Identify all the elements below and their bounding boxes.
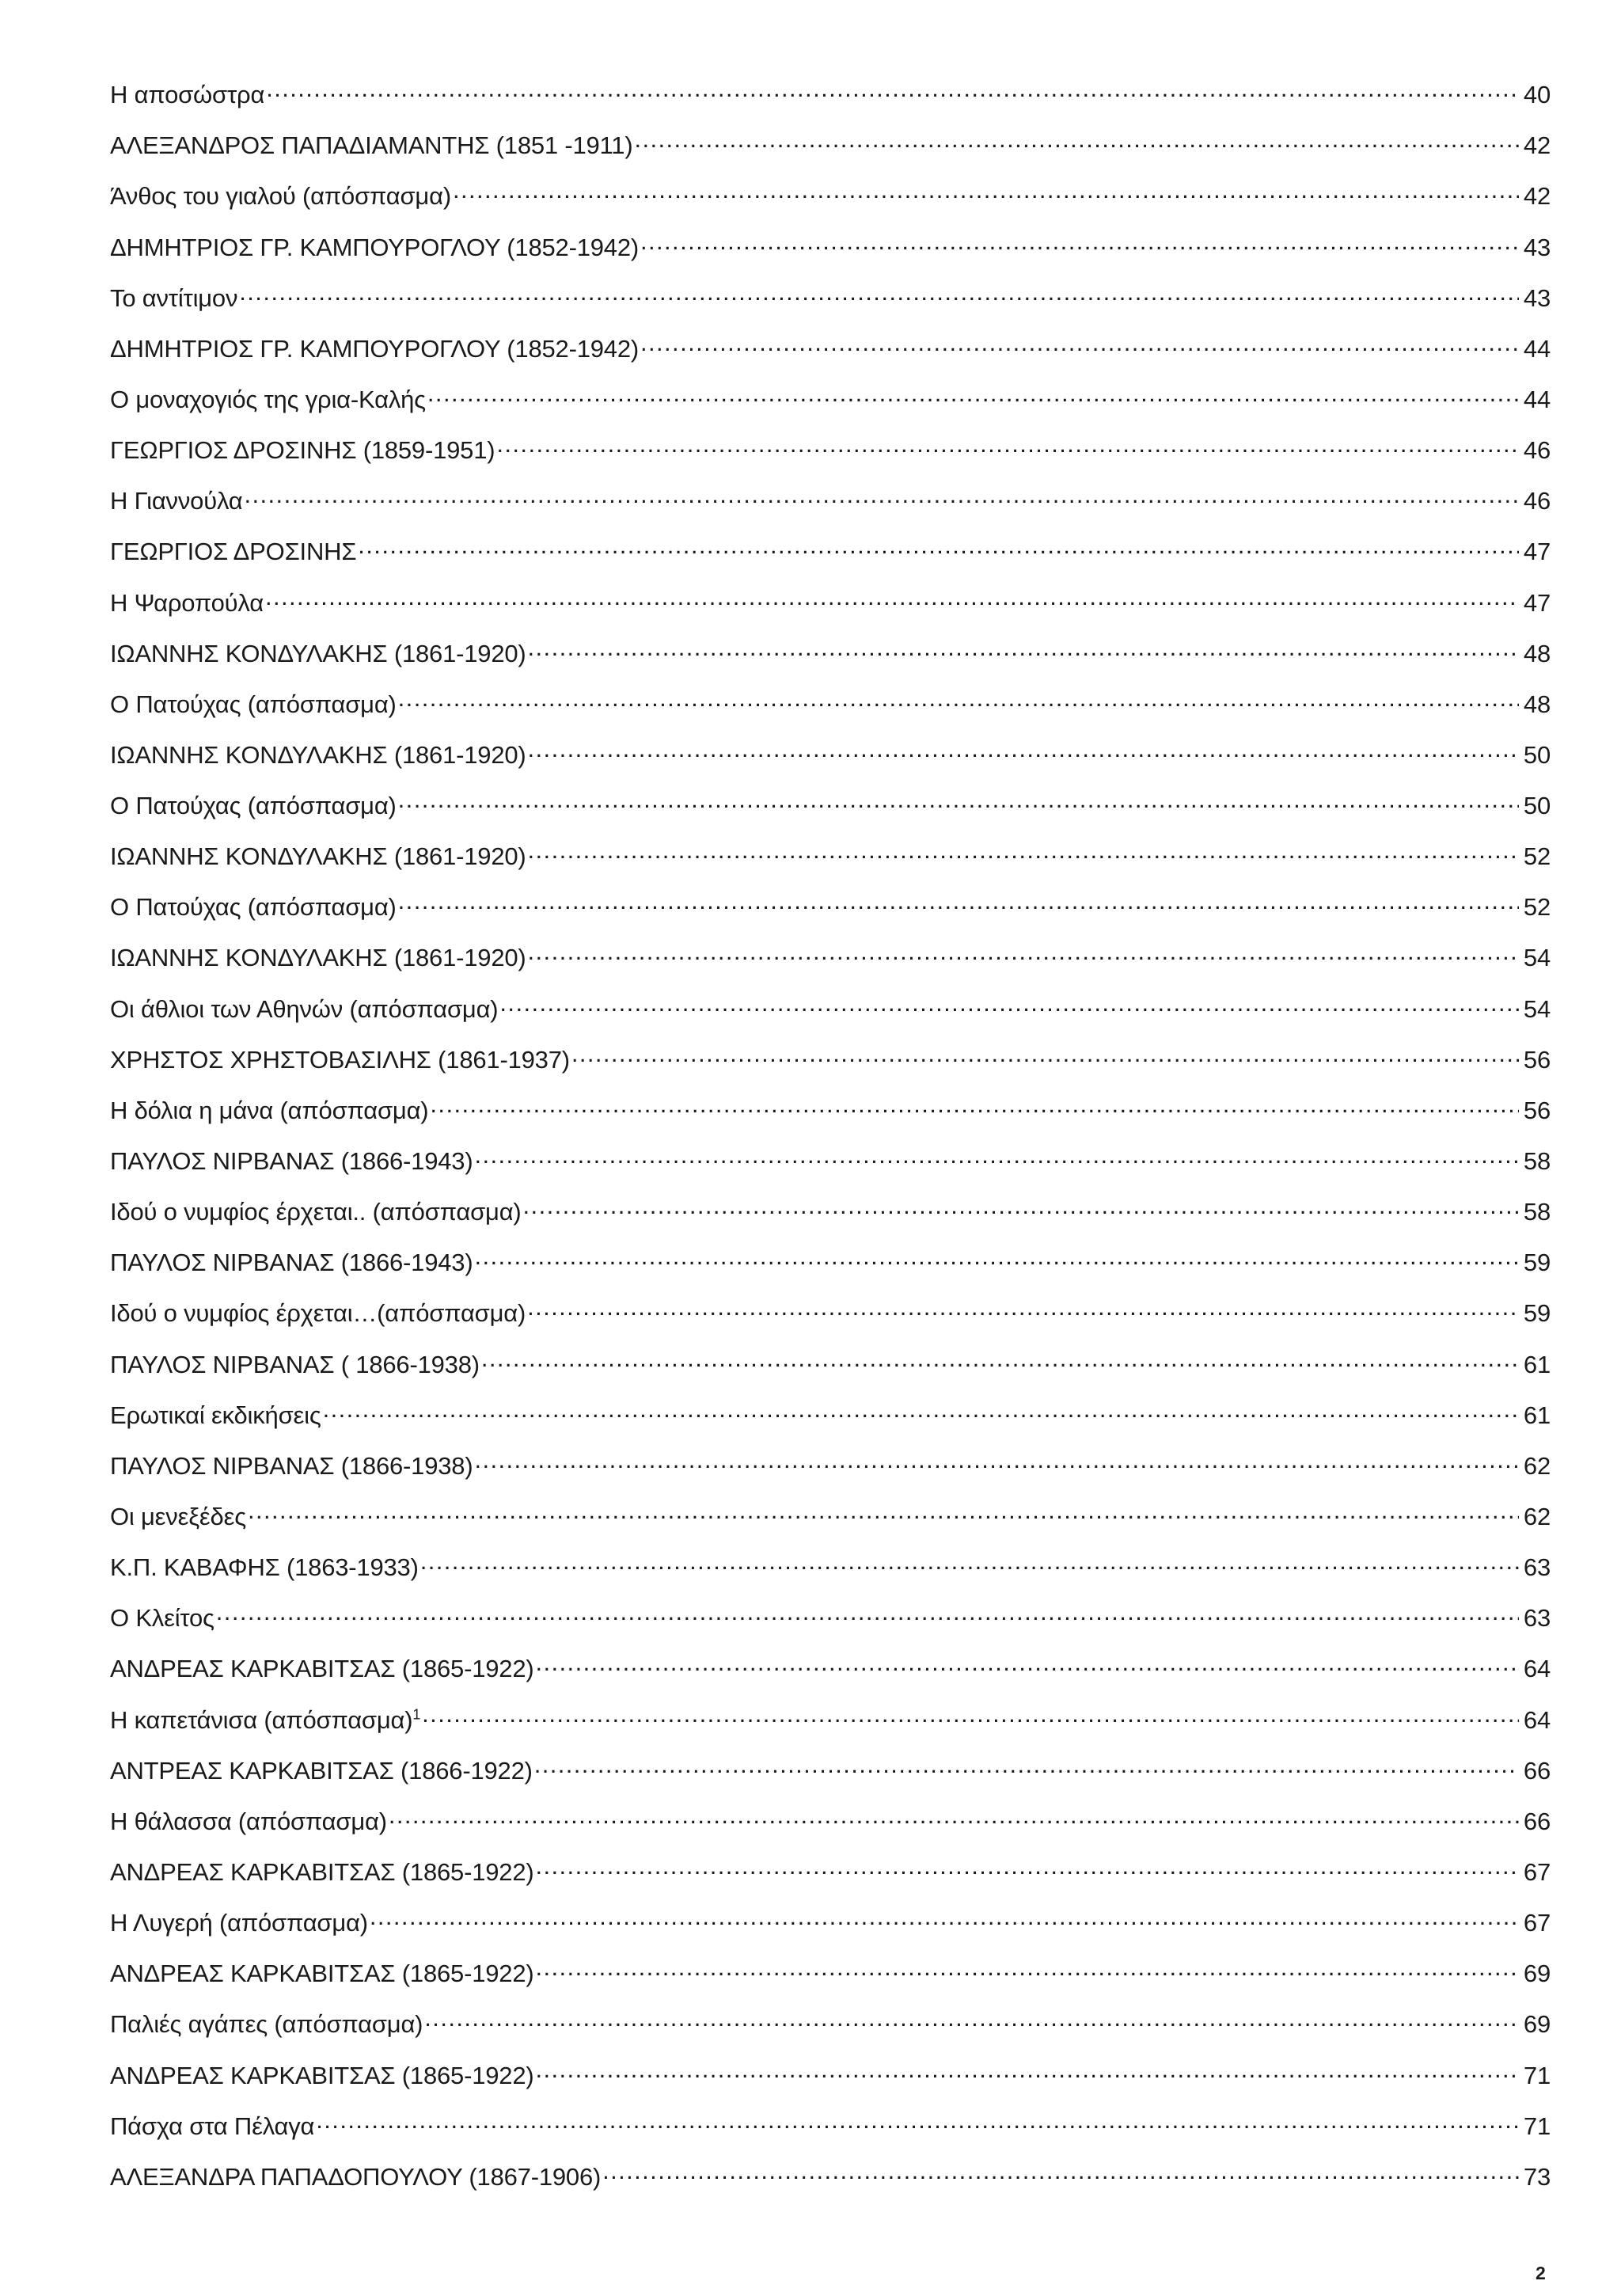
toc-entry[interactable]	[110, 76, 1551, 127]
toc-dot-leader	[602, 2158, 1519, 2185]
toc-dot-leader	[474, 1142, 1518, 1169]
toc-entry-title: Ιδού ο νυμφίος έρχεται…(απόσπασμα)	[110, 1299, 526, 1328]
toc-entry-page: 64	[1523, 1705, 1551, 1734]
toc-entry-page: 59	[1523, 1249, 1551, 1277]
toc-dot-leader	[536, 1955, 1519, 1982]
toc-entry[interactable]	[110, 1142, 1551, 1193]
toc-entry[interactable]	[110, 1193, 1551, 1244]
toc-entry-title: Ο Κλείτος	[110, 1604, 214, 1633]
toc-entry[interactable]	[110, 1346, 1551, 1397]
toc-dot-leader	[245, 482, 1519, 509]
toc-entry[interactable]	[110, 686, 1551, 736]
page-number: 2	[1536, 2263, 1546, 2283]
toc-entry-page: 56	[1523, 1045, 1551, 1074]
toc-entry-page: 69	[1523, 1960, 1551, 1988]
toc-entry[interactable]	[110, 1549, 1551, 1599]
toc-entry-page: 61	[1523, 1350, 1551, 1378]
toc-entry-title: Το αντίτιμον	[110, 283, 238, 312]
toc-entry[interactable]	[110, 1955, 1551, 2005]
toc-entry[interactable]	[110, 1853, 1551, 1904]
toc-entry[interactable]	[110, 584, 1551, 634]
toc-entry[interactable]	[110, 838, 1551, 888]
toc-entry-title: ΧΡΗΣΤΟΣ ΧΡΗΣΤΟΒΑΣΙΛΗΣ (1861-1937)	[110, 1045, 570, 1074]
toc-entry[interactable]	[110, 279, 1551, 330]
toc-entry[interactable]	[110, 2005, 1551, 2056]
toc-dot-leader	[453, 177, 1519, 204]
toc-entry-page: 58	[1523, 1198, 1551, 1226]
toc-entry-page: 62	[1523, 1451, 1551, 1480]
toc-entry-title: Πάσχα στα Πέλαγα	[110, 2112, 315, 2140]
toc-entry-title: Η καπετάνισα $(\alpha\pi ό\sigma\pi\alpha\sigma\mu\alpha)^1$	[110, 1705, 421, 1734]
toc-entry-title: ΠΑΥΛΟΣ ΝΙΡΒΑΝΑΣ (1866-1943)	[110, 1147, 473, 1176]
toc-dot-leader	[398, 686, 1519, 713]
toc-entry-page: 50	[1523, 792, 1551, 820]
toc-entry-title: ΙΩΑΝΝΗΣ ΚΟΝΔΥΛΑΚΗΣ (1861-1920)	[110, 639, 526, 667]
toc-dot-leader	[634, 127, 1518, 154]
toc-entry[interactable]	[110, 2056, 1551, 2107]
toc-entry[interactable]	[110, 127, 1551, 177]
toc-entry-page: 50	[1523, 740, 1551, 769]
toc-dot-leader	[216, 1599, 1519, 1626]
toc-entry-page: 48	[1523, 639, 1551, 667]
toc-entry-page: 54	[1523, 944, 1551, 972]
toc-entry-page: 67	[1523, 1858, 1551, 1887]
toc-entry-page: 44	[1523, 385, 1551, 413]
toc-entry-title: ΙΩΑΝΝΗΣ ΚΟΝΔΥΛΑΚΗΣ (1861-1920)	[110, 944, 526, 972]
toc-entry-title: ΠΑΥΛΟΣ ΝΙΡΒΑΝΑΣ ( 1866-1938)	[110, 1350, 480, 1378]
toc-entry[interactable]	[110, 1701, 1551, 1752]
toc-entry[interactable]	[110, 1904, 1551, 1955]
toc-entry[interactable]	[110, 482, 1551, 533]
toc-dot-leader	[640, 228, 1519, 255]
toc-dot-leader	[528, 635, 1519, 662]
toc-dot-leader	[389, 1803, 1519, 1830]
toc-entry[interactable]	[110, 1803, 1551, 1853]
toc-entry-page: 71	[1523, 2112, 1551, 2140]
toc-entry-title: Παλιές αγάπες (απόσπασμα)	[110, 2010, 423, 2039]
toc-entry-page: 66	[1523, 1807, 1551, 1835]
toc-entry-page: 46	[1523, 487, 1551, 515]
toc-entry-title: Η δόλια η μάνα (απόσπασμα)	[110, 1096, 429, 1124]
toc-entry-title: ΙΩΑΝΝΗΣ ΚΟΝΔΥΛΑΚΗΣ (1861-1920)	[110, 842, 526, 871]
toc-dot-leader	[248, 1498, 1519, 1525]
toc-dot-leader	[496, 431, 1519, 458]
toc-entry[interactable]	[110, 1599, 1551, 1650]
toc-entry-page: 63	[1523, 1553, 1551, 1582]
toc-entry[interactable]	[110, 381, 1551, 431]
toc-entry-page: 48	[1523, 690, 1551, 718]
toc-entry-title: ΑΝΤΡΕΑΣ ΚΑΡΚΑΒΙΤΣΑΣ (1866-1922)	[110, 1756, 533, 1785]
toc-dot-leader	[422, 1701, 1519, 1728]
toc-entry-title: ΙΩΑΝΝΗΣ ΚΟΝΔΥΛΑΚΗΣ (1861-1920)	[110, 740, 526, 769]
toc-entry[interactable]	[110, 2108, 1551, 2158]
toc-entry-title: Ο Πατούχας (απόσπασμα)	[110, 893, 397, 922]
toc-dot-leader	[536, 1853, 1519, 1880]
toc-entry-page: 46	[1523, 436, 1551, 465]
toc-entry-page: 59	[1523, 1299, 1551, 1328]
toc-dot-leader	[427, 381, 1519, 408]
toc-dot-leader	[420, 1549, 1519, 1576]
toc-entry[interactable]	[110, 990, 1551, 1041]
toc-entry-page: 64	[1523, 1655, 1551, 1683]
toc-entry-page: 54	[1523, 994, 1551, 1023]
toc-entry-title: Ο μοναχογιός της γρια-Καλής	[110, 385, 426, 413]
toc-entry-title: Οι μενεξέδες	[110, 1503, 246, 1531]
toc-entry-title: ΠΑΥΛΟΣ ΝΙΡΒΑΝΑΣ (1866-1938)	[110, 1451, 473, 1480]
toc-entry[interactable]	[110, 1752, 1551, 1803]
toc-entry-page: 43	[1523, 233, 1551, 261]
toc-entry-page: 47	[1523, 538, 1551, 566]
toc-entry[interactable]	[110, 635, 1551, 686]
toc-entry-title: Ο Πατούχας (απόσπασμα)	[110, 690, 397, 718]
toc-entry-title: Ιδού ο νυμφίος έρχεται.. (απόσπασμα)	[110, 1198, 522, 1226]
toc-dot-leader	[528, 736, 1519, 763]
toc-entry-title: Κ.Π. ΚΑΒΑΦΗΣ (1863-1933)	[110, 1553, 419, 1582]
toc-dot-leader	[358, 533, 1519, 560]
footnote-marker[interactable]: 1	[412, 1706, 421, 1723]
toc-entry[interactable]	[110, 1092, 1551, 1142]
toc-entry-page: 67	[1523, 1909, 1551, 1937]
toc-entry-page: 69	[1523, 2010, 1551, 2039]
toc-entry[interactable]	[110, 228, 1551, 279]
toc-entry-page: 56	[1523, 1096, 1551, 1124]
toc-entry-title: ΑΝΔΡΕΑΣ ΚΑΡΚΑΒΙΤΣΑΣ (1865-1922)	[110, 1655, 534, 1683]
toc-entry[interactable]	[110, 1041, 1551, 1092]
toc-entry-title: ΔΗΜΗΤΡΙΟΣ ΓΡ. ΚΑΜΠΟΥΡΟΓΛΟΥ (1852-1942)	[110, 233, 639, 261]
toc-entry[interactable]	[110, 1447, 1551, 1498]
toc-entry-page: 71	[1523, 2061, 1551, 2089]
toc-entry[interactable]	[110, 787, 1551, 838]
toc-entry[interactable]	[110, 1294, 1551, 1345]
toc-entry-title: Ο Πατούχας (απόσπασμα)	[110, 792, 397, 820]
toc-entry-title: Ερωτικαί εκδικήσεις	[110, 1401, 321, 1429]
toc-dot-leader	[239, 279, 1519, 306]
toc-entry-page: 43	[1523, 283, 1551, 312]
toc-dot-leader	[481, 1346, 1519, 1373]
toc-entry-page: 42	[1523, 182, 1551, 211]
toc-entry-page: 52	[1523, 893, 1551, 922]
toc-entry[interactable]	[110, 2158, 1551, 2209]
toc-entry[interactable]	[110, 431, 1551, 482]
toc-entry-title: Η Ψαροπούλα	[110, 588, 264, 617]
toc-dot-leader	[528, 838, 1519, 865]
toc-dot-leader	[398, 888, 1519, 915]
toc-entry-title: Η θάλασσα (απόσπασμα)	[110, 1807, 387, 1835]
toc-entry-title: Η Γιαννούλα	[110, 487, 243, 515]
toc-dot-leader	[265, 584, 1519, 610]
toc-entry-page: 73	[1523, 2162, 1551, 2191]
toc-entry-title: ΓΕΩΡΓΙΟΣ ΔΡΟΣΙΝΗΣ (1859-1951)	[110, 436, 495, 465]
toc-dot-leader	[536, 2056, 1519, 2083]
toc-dot-leader	[534, 1752, 1519, 1779]
toc-entry-title: ΑΝΔΡΕΑΣ ΚΑΡΚΑΒΙΤΣΑΣ (1865-1922)	[110, 1858, 534, 1887]
toc-entry-title: ΑΝΔΡΕΑΣ ΚΑΡΚΑΒΙΤΣΑΣ (1865-1922)	[110, 1960, 534, 1988]
toc-entry-title: ΑΝΔΡΕΑΣ ΚΑΡΚΑΒΙΤΣΑΣ (1865-1922)	[110, 2061, 534, 2089]
toc-dot-leader	[430, 1092, 1518, 1119]
toc-dot-leader	[523, 1193, 1519, 1220]
toc-dot-leader	[536, 1650, 1519, 1677]
toc-entry-title: ΑΛΕΞΑΝΔΡΑ ΠΑΠΑΔΟΠΟΥΛΟΥ (1867-1906)	[110, 2162, 602, 2191]
toc-entry-page: 47	[1523, 588, 1551, 617]
toc-entry-title: Η αποσώστρα	[110, 81, 265, 109]
toc-dot-leader	[640, 330, 1519, 357]
toc-dot-leader	[316, 2108, 1519, 2134]
toc-entry-title: Άνθος του γιαλού (απόσπασμα)	[110, 182, 451, 211]
toc-entry[interactable]	[110, 939, 1551, 990]
toc-dot-leader	[528, 939, 1519, 966]
toc-dot-leader	[474, 1244, 1518, 1271]
toc-entry[interactable]	[110, 1244, 1551, 1294]
toc-entry-page: 58	[1523, 1147, 1551, 1176]
toc-entry-page: 63	[1523, 1604, 1551, 1633]
toc-entry-page: 61	[1523, 1401, 1551, 1429]
toc-dot-leader	[370, 1904, 1519, 1931]
toc-entry[interactable]	[110, 736, 1551, 787]
toc-dot-leader	[499, 990, 1518, 1017]
toc-entry-page: 42	[1523, 131, 1551, 160]
toc-entry-title: ΓΕΩΡΓΙΟΣ ΔΡΟΣΙΝΗΣ	[110, 538, 357, 566]
toc-entry-page: 52	[1523, 842, 1551, 871]
toc-entry[interactable]	[110, 330, 1551, 381]
toc-entry[interactable]	[110, 1650, 1551, 1701]
toc-dot-leader	[398, 787, 1519, 814]
toc-entry-page: 66	[1523, 1756, 1551, 1785]
toc-entry[interactable]	[110, 533, 1551, 584]
toc-entry[interactable]	[110, 1397, 1551, 1447]
toc-dot-leader	[266, 76, 1519, 103]
toc-entry-title: Η Λυγερή (απόσπασμα)	[110, 1909, 368, 1937]
toc-dot-leader	[474, 1447, 1518, 1474]
toc-entry[interactable]	[110, 1498, 1551, 1549]
toc-entry-title: Οι άθλιοι των Αθηνών (απόσπασμα)	[110, 994, 499, 1023]
toc-dot-leader	[323, 1397, 1519, 1424]
toc-dot-leader	[571, 1041, 1519, 1068]
toc-entry[interactable]	[110, 177, 1551, 228]
toc-entry-page: 62	[1523, 1503, 1551, 1531]
table-of-contents	[110, 76, 1551, 2209]
toc-entry[interactable]	[110, 888, 1551, 939]
toc-dot-leader	[424, 2005, 1519, 2032]
toc-entry-title: ΔΗΜΗΤΡΙΟΣ ΓΡ. ΚΑΜΠΟΥΡΟΓΛΟΥ (1852-1942)	[110, 334, 639, 363]
toc-entry-title: ΑΛΕΞΑΝΔΡΟΣ ΠΑΠΑΔΙΑΜΑΝΤΗΣ (1851 -1911)	[110, 131, 633, 160]
toc-dot-leader	[527, 1294, 1519, 1321]
toc-entry-page: 44	[1523, 334, 1551, 363]
toc-entry-title: ΠΑΥΛΟΣ ΝΙΡΒΑΝΑΣ (1866-1943)	[110, 1249, 473, 1277]
toc-entry-page: 40	[1523, 81, 1551, 109]
